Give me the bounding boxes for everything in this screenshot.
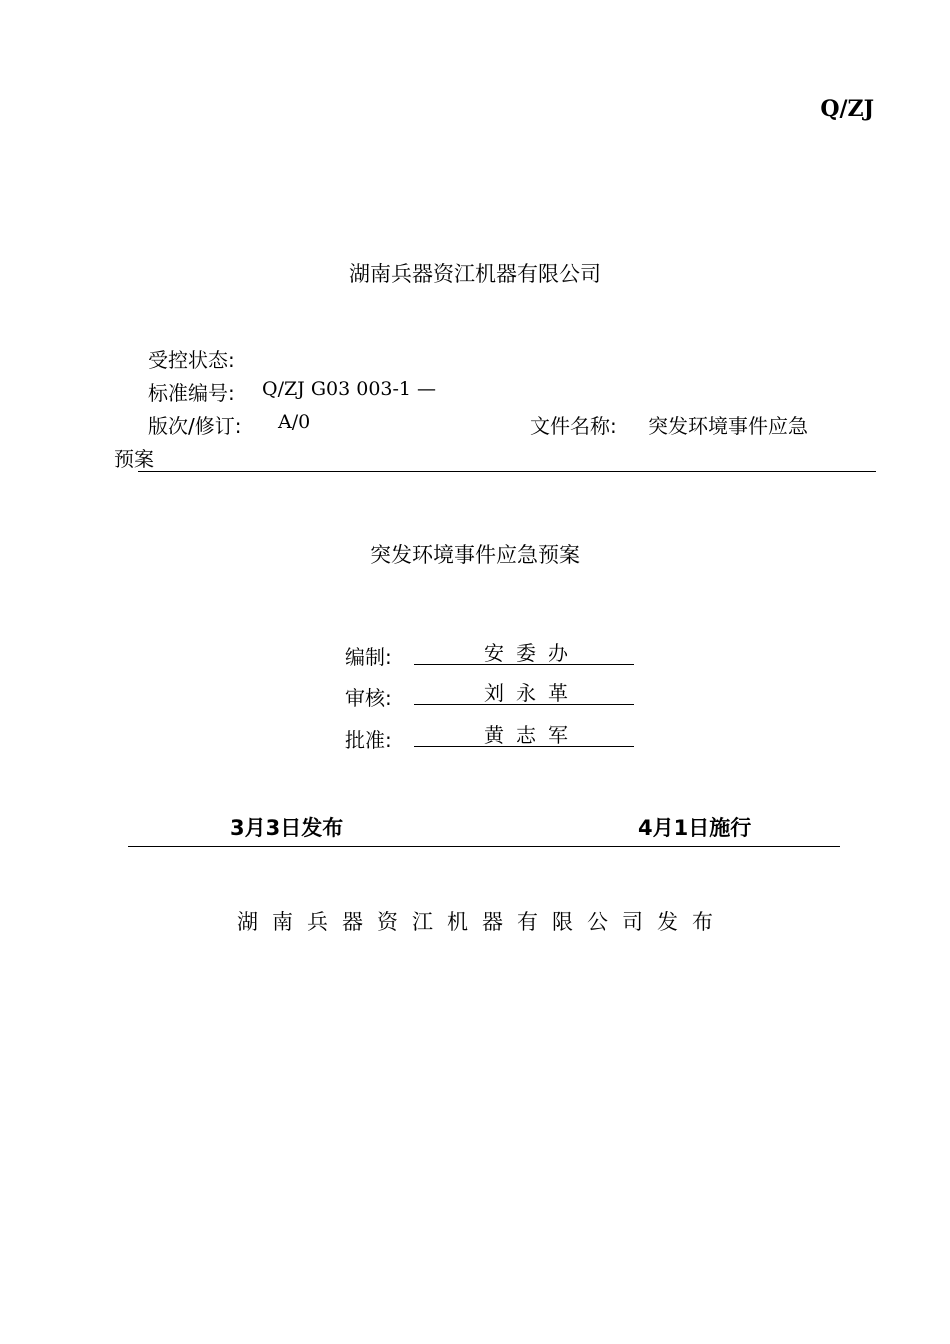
file-name-label: 文件名称:: [530, 414, 617, 438]
document-title: 突发环境事件应急预案: [370, 543, 580, 567]
date-divider: [128, 846, 840, 847]
edition-value: A/0: [278, 411, 311, 433]
reviewed-by-value: 刘永革: [414, 677, 634, 705]
approved-by-value: 黄志军: [414, 719, 634, 747]
standard-number-label: 标准编号:: [148, 381, 235, 405]
reviewed-by-label: 审核:: [345, 686, 392, 710]
company-name: 湖南兵器资江机器有限公司: [349, 262, 601, 286]
control-status-label: 受控状态:: [148, 348, 235, 372]
file-name-value: 突发环境事件应急: [648, 414, 808, 438]
release-date: 3月3日发布: [230, 816, 344, 840]
approved-by-label: 批准:: [345, 728, 392, 752]
document-code: Q/ZJ: [820, 96, 874, 122]
prepared-by-value: 安委办: [414, 637, 634, 665]
file-name-value-continued: 预案: [114, 447, 154, 471]
effective-date: 4月1日施行: [638, 816, 752, 840]
edition-label: 版次/修订:: [148, 414, 242, 438]
standard-number-value: Q/ZJ G03 003-1 —: [262, 378, 437, 400]
header-divider: [138, 471, 876, 472]
prepared-by-label: 编制:: [345, 645, 392, 669]
publisher-line: 湖南兵器资江机器有限公司发布: [237, 910, 727, 934]
